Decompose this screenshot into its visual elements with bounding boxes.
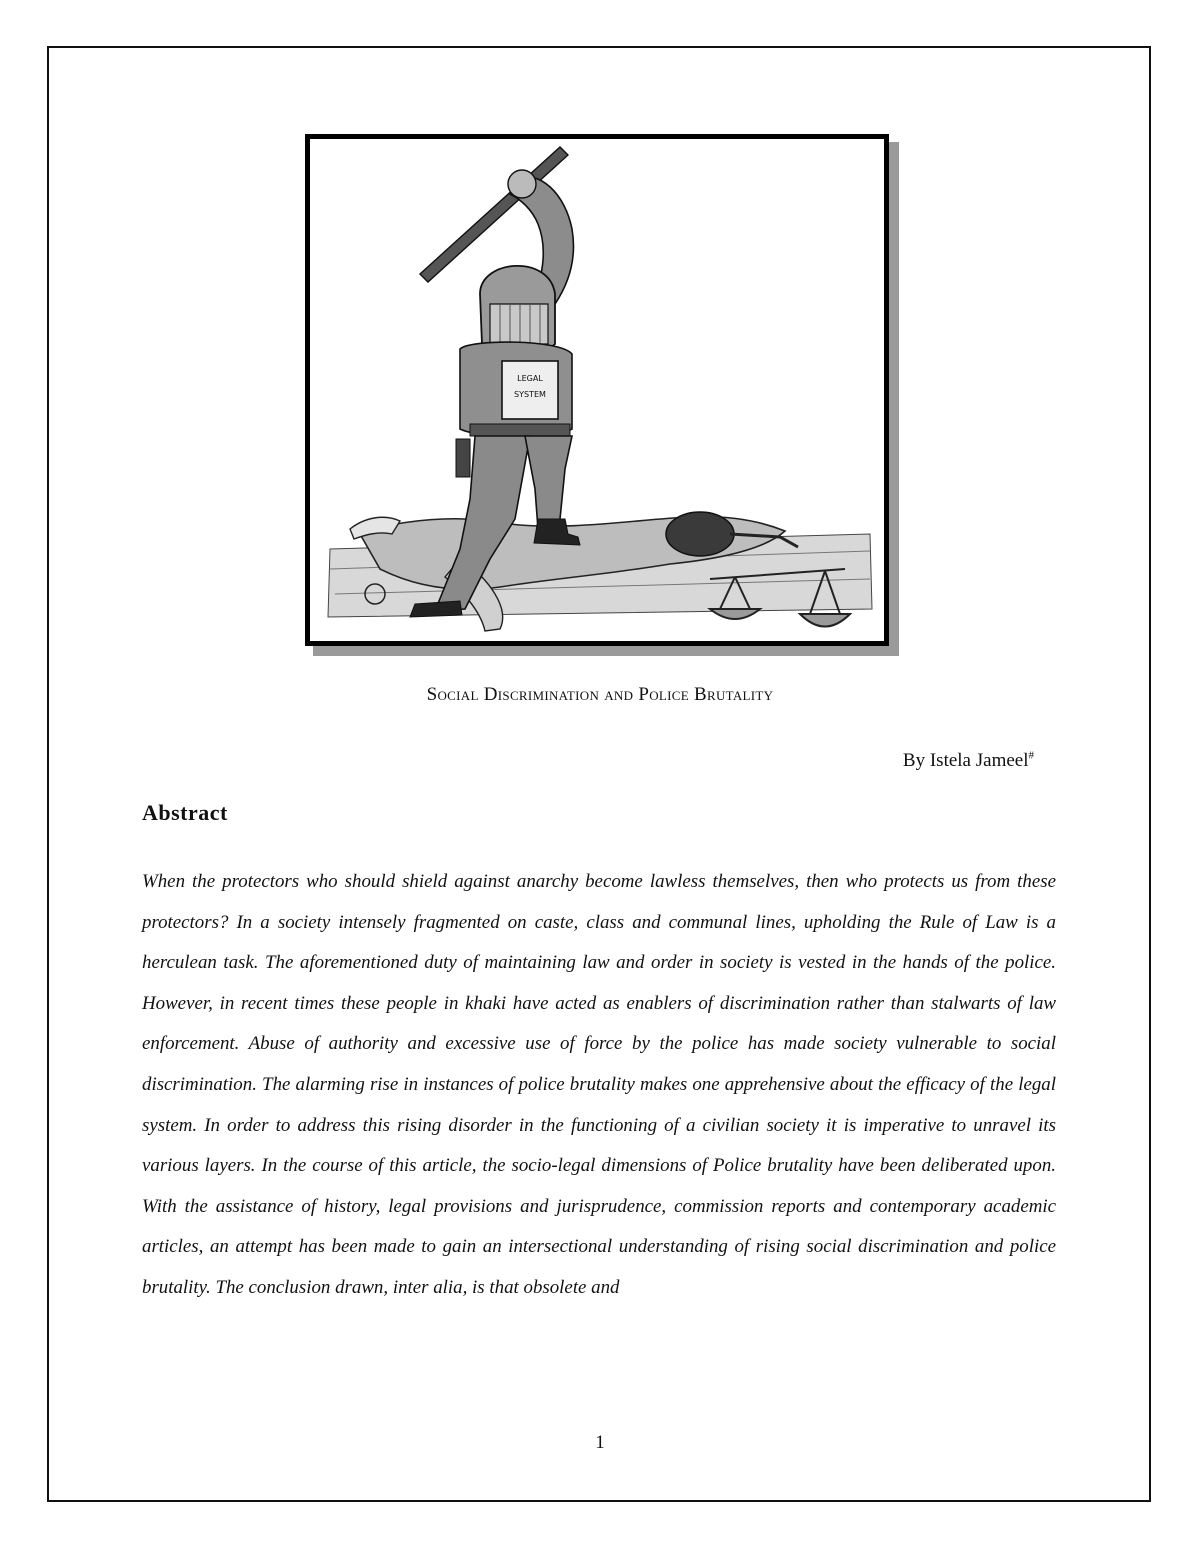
author-byline (903, 750, 1034, 772)
abstract-body: When the protectors who should shield against anarchy become lawless themselves, then who protects us from these protectors? In a society intensely fragmented on caste, class and communal lines, upholding the Rule of Law is a herculean task. The aforementioned duty of maintaining law and order in society is vested in the hands of the police. However, in recent times these people in khaki have acted as enablers of discrimination rather than stalwarts of law enforcement. Abuse of authority and excessive use of force by the police has made society vulnerable to social discrimination. The alarming rise in instances of police brutality makes one apprehensive about the efficacy of the legal system. In order to address this rising disorder in the functioning of a civilian society it is imperative to unravel its various layers. In the course of this article, the socio-legal dimensions of Police brutality have been deliberated upon. With the assistance of history, legal provisions and jurisprudence, commission reports and contemporary academic articles, an attempt has been made to gain an intersectional understanding of rising social discrimination and police brutality. The conclusion drawn, inter alia, is that obsolete and (142, 871, 1056, 1298)
abstract-heading: Abstract (142, 800, 228, 825)
document-title: Social Discrimination and Police Brutality (426, 684, 774, 705)
illustration-frame (305, 134, 889, 646)
page-number: 1 (595, 1432, 605, 1453)
footnote-marker: # (1028, 749, 1034, 762)
police-brutality-illustration (305, 134, 895, 652)
book-label-1: LEGAL (517, 374, 543, 383)
author-name: By Istela Jameel (902, 750, 1029, 771)
illustration-drawing (310, 139, 884, 641)
book-label-2: SYSTEM (514, 390, 546, 399)
